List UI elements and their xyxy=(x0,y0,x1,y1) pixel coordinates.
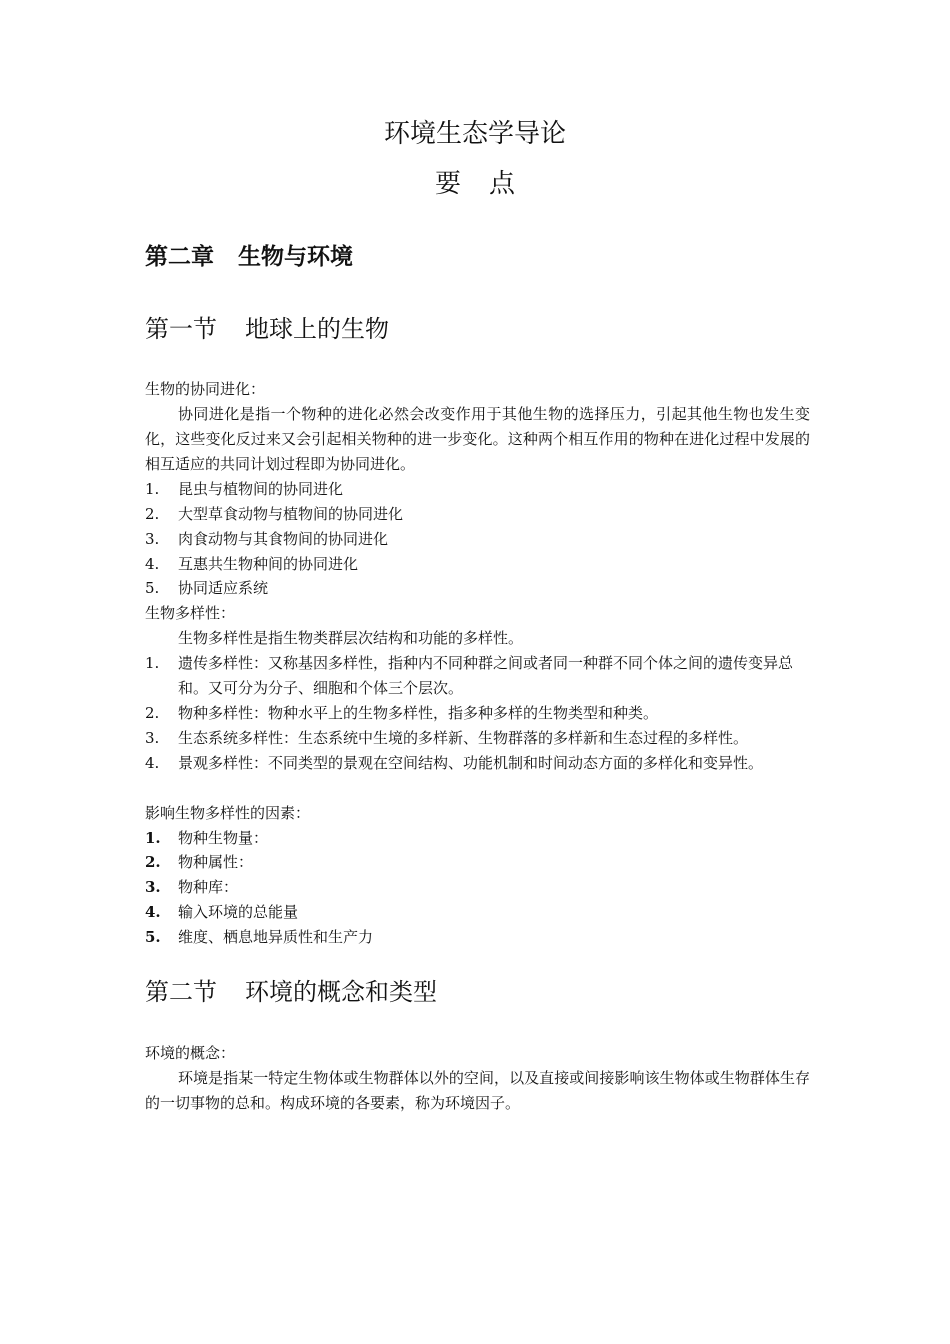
subtitle-char-1: 要 xyxy=(434,169,461,199)
list-item-number: 3. xyxy=(145,729,160,747)
list-item xyxy=(145,576,810,601)
list-item-number: 3. xyxy=(145,530,160,548)
list-item xyxy=(145,900,810,925)
list-item xyxy=(145,502,810,527)
list-item-text: 大型草食动物与植物间的协同进化 xyxy=(178,505,404,523)
list-item xyxy=(145,651,810,701)
list-item-number: 2. xyxy=(145,704,160,722)
list-item xyxy=(145,850,810,875)
list-item-text: 遗传多样性：又称基因多样性，指种内不同种群之间或者同一种群不同个体之间的遗传变异总和。又可分为分子、细胞和个体三个层次。 xyxy=(178,654,794,697)
section-1-number: 第一节 xyxy=(145,315,217,343)
section-2-number: 第二节 xyxy=(145,978,217,1006)
chapter-heading xyxy=(145,238,353,271)
section-2-heading xyxy=(145,972,437,1007)
list-item-number: 4. xyxy=(145,903,161,921)
chapter-number: 第二章 xyxy=(145,244,214,270)
document-title: 环境生态学导论 xyxy=(383,119,566,149)
list-item-number: 1. xyxy=(145,480,160,498)
list-item-number: 4. xyxy=(145,555,160,573)
list-item-number: 5. xyxy=(145,579,160,597)
coevolution-definition: 协同进化是指一个物种的进化必然会改变作用于其他生物的选择压力，引起其他生物也发生变化，这些变化反过来又会引起相关物种的进一步变化。这种两个相互作用的物种在进化过程中发展的相互适应的共同计划过程即为协同进化。 xyxy=(145,405,810,473)
list-item-number: 2. xyxy=(145,505,160,523)
environment-concept-heading: 环境的概念： xyxy=(145,1044,236,1062)
list-item xyxy=(145,826,810,851)
list-item-number: 1. xyxy=(145,829,161,847)
chapter-name: 生物与环境 xyxy=(238,244,353,270)
list-item-text: 肉食动物与其食物间的协同进化 xyxy=(178,530,389,548)
document-subtitle xyxy=(0,163,950,200)
list-item-text: 物种生物量： xyxy=(178,829,269,847)
coevolution-heading: 生物的协同进化： xyxy=(145,380,266,398)
list-item-text: 昆虫与植物间的协同进化 xyxy=(178,480,344,498)
list-item-text: 互惠共生物种间的协同进化 xyxy=(178,555,359,573)
list-item-number: 2. xyxy=(145,853,161,871)
list-item-number: 5. xyxy=(145,928,161,946)
list-item-text: 物种属性： xyxy=(178,853,254,871)
list-item-number: 3. xyxy=(145,878,161,896)
list-item xyxy=(145,726,810,751)
list-item-text: 输入环境的总能量 xyxy=(178,903,299,921)
list-item-text: 景观多样性：不同类型的景观在空间结构、功能机制和时间动态方面的多样化和变异性。 xyxy=(178,754,764,772)
list-item-text: 协同适应系统 xyxy=(178,579,269,597)
list-item xyxy=(145,875,810,900)
biodiversity-definition: 生物多样性是指生物类群层次结构和功能的多样性。 xyxy=(178,629,524,647)
list-item-text: 生态系统多样性：生态系统中生境的多样新、生物群落的多样新和生态过程的多样性。 xyxy=(178,729,749,747)
list-item xyxy=(145,527,810,552)
environment-concept-definition: 环境是指某一特定生物体或生物群体以外的空间，以及直接或间接影响该生物体或生物群体生存的一切事物的总和。构成环境的各要素，称为环境因子。 xyxy=(145,1069,810,1112)
factors-heading: 影响生物多样性的因素： xyxy=(145,804,311,822)
list-item xyxy=(145,925,810,950)
list-item-text: 物种库： xyxy=(178,878,239,896)
section-1-heading xyxy=(145,309,389,344)
subtitle-char-2: 点 xyxy=(489,169,516,199)
list-item xyxy=(145,552,810,577)
list-item-number: 1. xyxy=(145,654,160,672)
list-item xyxy=(145,751,810,776)
list-item xyxy=(145,701,810,726)
list-item-text: 维度、栖息地异质性和生产力 xyxy=(178,928,374,946)
section-2-name: 环境的概念和类型 xyxy=(245,978,437,1006)
list-item-text: 物种多样性：物种水平上的生物多样性，指多种多样的生物类型和种类。 xyxy=(178,704,659,722)
list-item-number: 4. xyxy=(145,754,160,772)
list-item xyxy=(145,477,810,502)
biodiversity-heading: 生物多样性： xyxy=(145,604,236,622)
section-1-name: 地球上的生物 xyxy=(245,315,389,343)
